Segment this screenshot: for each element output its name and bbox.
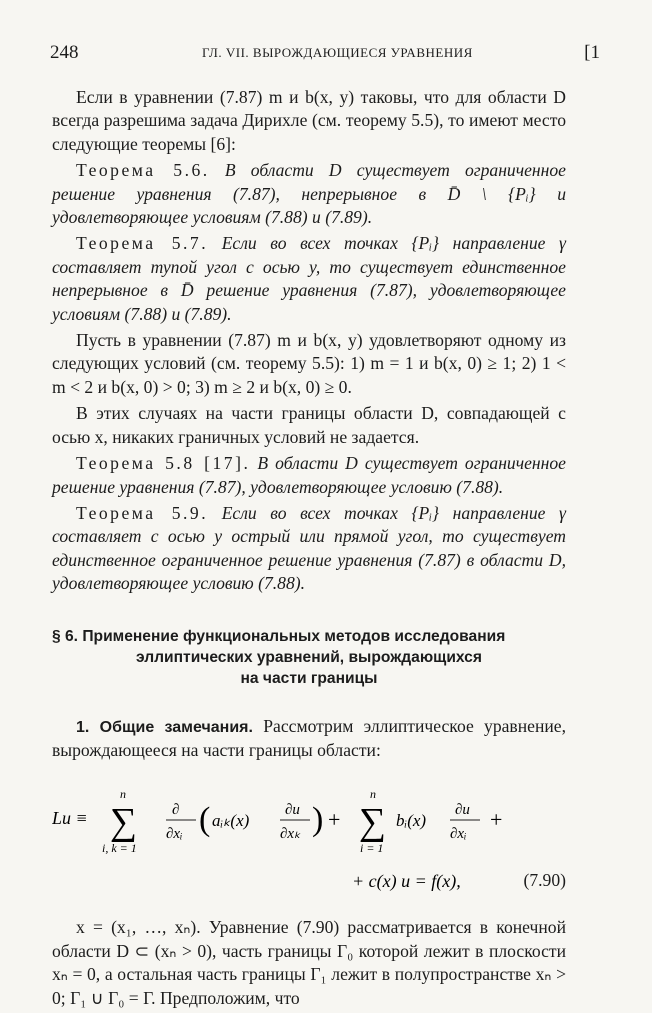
theorem-5-9 <box>52 502 566 596</box>
theorem-statement: В области D существует ограниченное решение уравнения (7.87), непрерывное в D̄ \ {Pᵢ} и удовлетворяющее условиям (7.88) и (7.89). <box>52 160 566 228</box>
theorem-lead: Теорема 5.7. <box>76 233 209 254</box>
page-header <box>50 42 600 64</box>
subsection-title: 1. Общие замечания. <box>76 718 253 736</box>
eq-sum2-bottom: i = 1 <box>360 841 384 856</box>
theorem-statement: Если во всех точках {Pᵢ} направление γ составляет с осью y острый или прямой угол, то существует единственное ограниченное решение уравнения (7.87) в области D, удовлетворяющее условию (7.88). <box>52 502 566 594</box>
theorem-5-6 <box>52 159 566 229</box>
theorem-lead: Теорема 5.6. <box>76 160 210 181</box>
eq-plus-1: + <box>328 807 341 833</box>
eq-du2-den: ∂xᵢ <box>450 826 467 843</box>
theorem-5-7 <box>52 232 566 326</box>
equation-drawing <box>52 776 566 906</box>
theorem-statement: Если во всех точках {Pᵢ} направление γ составляет тупой угол с осью y, то существует единственное непрерывное в D̄ решение уравнения (7.87), удовлетворяющее условиям (7.88) и (7.89). <box>52 233 566 324</box>
section-bracket: [1 <box>584 42 600 63</box>
running-title: ГЛ. VII. ВЫРОЖДАЮЩИЕСЯ УРАВНЕНИЯ <box>202 45 473 60</box>
eq-sum1-sigma: ∑ <box>110 801 138 844</box>
eq-du2-num: ∂u <box>455 802 470 819</box>
eq-plus-2: + <box>490 807 503 833</box>
paragraph-conditions: Пусть в уравнении (7.87) m и b(x, y) удовлетворяют одному из следующих условий (см. теорему 5.5): 1) m = 1 и b(x, 0) ≥ 1; 2) 1 < m < 2 и b(x, 0) > 0; 3) m ≥ 2 и b(x, 0) ≥ 0. <box>52 330 566 397</box>
section-heading-line: § 6. Применение функциональных методов исследования <box>52 627 506 645</box>
section-heading-line: эллиптических уравнений, вырождающихся <box>136 648 482 666</box>
paragraph-boundary: В этих случаях на части границы области D, совпадающей с осью x, никаких граничных условий не задается. <box>52 403 566 447</box>
eq-second-line: + c(x) u = f(x), <box>352 871 461 892</box>
theorem-lead: Теорема 5.9. <box>76 502 209 523</box>
theorem-5-8 <box>52 452 566 499</box>
subsection-paragraph <box>52 715 566 763</box>
eq-coef-a: aᵢₖ(x) <box>212 811 250 831</box>
subsection-text: Рассмотрим эллиптическое уравнение, вырождающееся на части границы области: <box>52 715 566 760</box>
eq-d-num: ∂ <box>172 802 180 819</box>
equation-7-90 <box>52 776 566 906</box>
eq-sum1-top: n <box>120 787 126 802</box>
equation-number: (7.90) <box>523 870 566 891</box>
section-heading-line: на части границы <box>240 669 378 687</box>
eq-lhs: Lu ≡ <box>52 808 88 829</box>
eq-paren-close: ) <box>312 801 324 839</box>
eq-paren-open: ( <box>199 801 211 839</box>
eq-du-den: ∂xₖ <box>280 826 301 843</box>
page-body <box>52 86 566 1013</box>
eq-sum1-bottom: i, k = 1 <box>102 841 137 856</box>
paragraph-domain: x = (x₁, …, xₙ). Уравнение (7.90) рассматривается в конечной области D ⊂ (xₙ > 0), часть границы Γ₀ которой лежит в плоскости xₙ = 0, а остальная часть границы Γ₁ лежит в полупространстве xₙ > 0; Γ₁ ∪ Γ₀ = Γ. Предположим, что <box>52 917 566 1008</box>
theorem-statement: В области D существует ограниченное решение уравнения (7.87), удовлетворяющее условию (7.88). <box>52 453 566 497</box>
eq-du-num: ∂u <box>285 802 300 819</box>
eq-b-term: bᵢ(x) <box>396 811 427 831</box>
section-heading <box>52 626 566 689</box>
eq-sum2-top: n <box>370 787 376 802</box>
page-number: 248 <box>50 42 79 63</box>
eq-d-den: ∂xᵢ <box>166 826 183 843</box>
eq-sum2-sigma: ∑ <box>359 801 387 844</box>
theorem-lead: Теорема 5.8 [17]. <box>76 453 251 474</box>
paragraph-intro: Если в уравнении (7.87) m и b(x, y) таковы, что для области D всегда разрешима задача Дирихле (см. теорему 5.5), то имеют место следующие теоремы [6]: <box>52 87 566 154</box>
